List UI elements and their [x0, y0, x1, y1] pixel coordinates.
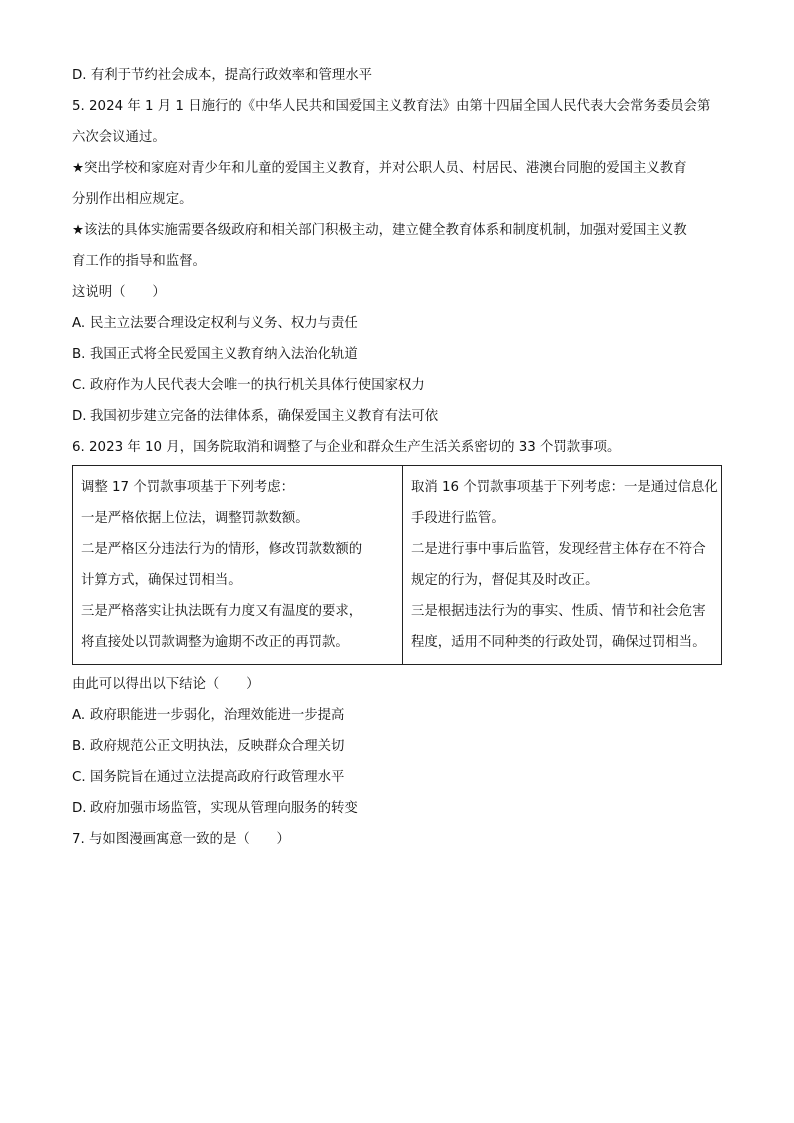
cell-line: 调整 17 个罚款事项基于下列考虑： — [81, 480, 295, 495]
table-cell-cancel — [403, 466, 722, 665]
option-text: 我国正式将全民爱国主义教育纳入法治化轨道 — [90, 347, 358, 362]
q6-option-c[interactable] — [72, 762, 722, 793]
cell-line: 手段进行监管。 — [411, 511, 505, 526]
cell-line: 三是严格落实让执法既有力度又有温度的要求， — [81, 604, 363, 619]
cell-line: 程度，适用不同种类的行政处罚，确保过罚相当。 — [411, 635, 706, 650]
question-5 — [72, 91, 722, 432]
q6-option-b[interactable] — [72, 731, 722, 762]
q5-option-a[interactable] — [72, 308, 722, 339]
cell-line: 计算方式，确保过罚相当。 — [81, 573, 242, 588]
table-row — [73, 466, 722, 665]
q7-stem: 7. 与如图漫画寓意一致的是（ ） — [72, 832, 290, 847]
q5-bullet-1-line-2: 分别作出相应规定。 — [72, 192, 193, 207]
option-text: 民主立法要合理设定权利与义务、权力与责任 — [90, 316, 358, 331]
option-letter: B. — [72, 739, 86, 754]
q5-option-d[interactable] — [72, 401, 722, 432]
q5-bullet-2-line-2: 育工作的指导和监督。 — [72, 254, 206, 269]
option-letter: C. — [72, 770, 86, 785]
prev-question-option-d: D. 有利于节约社会成本，提高行政效率和管理水平 — [72, 68, 373, 83]
q6-info-table — [72, 465, 722, 665]
q5-option-b[interactable] — [72, 339, 722, 370]
q5-stem-line-1: 5. 2024 年 1 月 1 日施行的《中华人民共和国爱国主义教育法》由第十四届全国人民代表大会常务委员会第 — [72, 99, 711, 114]
document-page — [72, 60, 722, 855]
option-text: 政府加强市场监管，实现从管理向服务的转变 — [90, 801, 358, 816]
cell-line: 二是严格区分违法行为的情形，修改罚款数额的 — [81, 542, 363, 557]
option-text: 政府职能进一步弱化，治理效能进一步提高 — [90, 708, 345, 723]
cell-line: 三是根据违法行为的事实、性质、情节和社会危害 — [411, 604, 706, 619]
option-text: 政府规范公正文明执法，反映群众合理关切 — [90, 739, 345, 754]
question-6 — [72, 432, 722, 824]
option-text: 政府作为人民代表大会唯一的执行机关具体行使国家权力 — [90, 378, 425, 393]
q5-prompt: 这说明（ ） — [72, 285, 166, 300]
cell-line: 将直接处以罚款调整为逾期不改正的再罚款。 — [81, 635, 349, 650]
option-text: 国务院旨在通过立法提高政府行政管理水平 — [90, 770, 345, 785]
q5-bullet-1-line-1: ★突出学校和家庭对青少年和儿童的爱国主义教育，并对公职人员、村居民、港澳台同胞的爱国主义教育 — [72, 161, 687, 176]
question-7 — [72, 824, 722, 855]
option-letter: C. — [72, 378, 86, 393]
option-text: 我国初步建立完备的法律体系，确保爱国主义教育有法可依 — [90, 409, 439, 424]
q5-bullet-2-line-1: ★该法的具体实施需要各级政府和相关部门积极主动，建立健全教育体系和制度机制，加强对爱国主义教 — [72, 223, 687, 238]
cell-line: 取消 16 个罚款事项基于下列考虑：一是通过信息化 — [411, 480, 718, 495]
q6-option-d[interactable] — [72, 793, 722, 824]
cell-line: 二是进行事中事后监管，发现经营主体存在不符合 — [411, 542, 706, 557]
option-letter: A. — [72, 316, 86, 331]
option-letter: D. — [72, 409, 87, 424]
table-cell-adjust — [73, 466, 403, 665]
option-letter: A. — [72, 708, 86, 723]
q5-stem-line-2: 六次会议通过。 — [72, 130, 166, 145]
cell-line: 一是严格依据上位法，调整罚款数额。 — [81, 511, 309, 526]
q5-option-c[interactable] — [72, 370, 722, 401]
q6-stem: 6. 2023 年 10 月，国务院取消和调整了与企业和群众生产生活关系密切的 33 个罚款事项。 — [72, 440, 621, 455]
q6-option-a[interactable] — [72, 700, 722, 731]
cell-line: 规定的行为，督促其及时改正。 — [411, 573, 599, 588]
option-letter: B. — [72, 347, 86, 362]
q6-prompt: 由此可以得出以下结论（ ） — [72, 677, 260, 692]
option-letter: D. — [72, 801, 87, 816]
